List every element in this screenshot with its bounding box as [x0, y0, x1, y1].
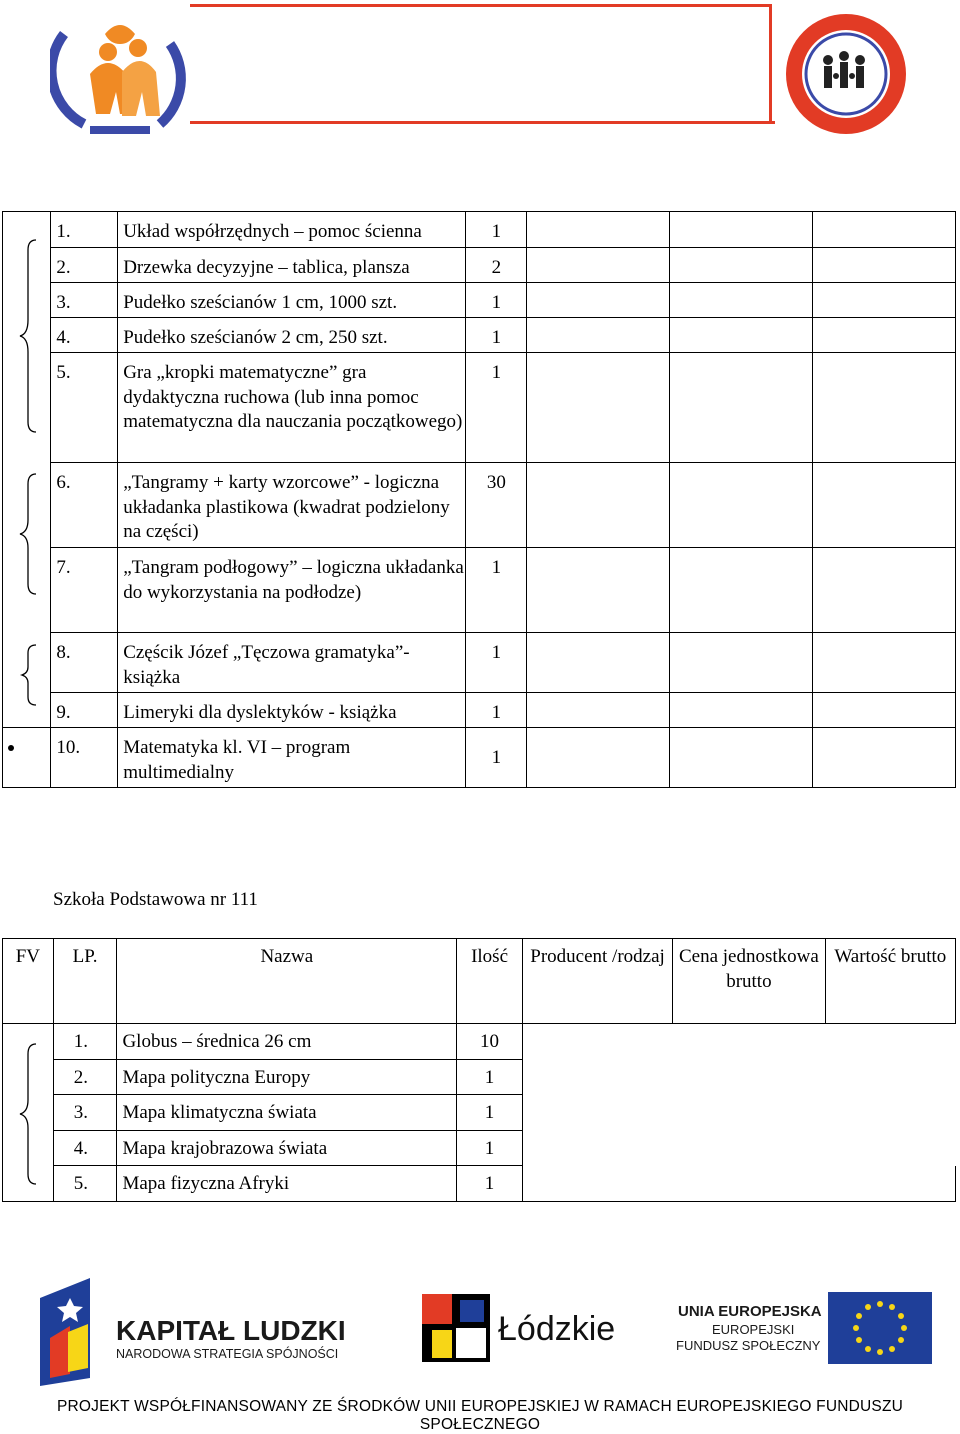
table-cell-lp: 5.	[51, 353, 118, 463]
table-cell-qty: 30	[466, 463, 527, 548]
lodzkie-text: Łódzkie	[498, 1310, 616, 1348]
header-unit-price: Cena jednostkowa brutto	[673, 939, 825, 1024]
brace-column	[3, 1024, 54, 1202]
table-cell-qty: 1	[457, 1059, 523, 1095]
table-row	[3, 248, 956, 283]
table-cell-qty: 1	[466, 212, 527, 248]
table-cell-name: „Tangram podłogowy” – logiczna układanka do wykorzystania na podłodze)	[118, 548, 466, 633]
table-cell-name: Częścik Józef „Tęczowa gramatyka”- książka	[118, 633, 466, 693]
table-cell-name: Mapa polityczna Europy	[117, 1059, 457, 1095]
table-cell-lp: 2.	[51, 248, 118, 283]
table-cell-lp: 1.	[53, 1024, 117, 1060]
table-cell-name: Globus – średnica 26 cm	[117, 1024, 457, 1060]
table-cell-lp: 7.	[51, 548, 118, 633]
table-cell-lp: 6.	[51, 463, 118, 548]
table-cell-lp: 5.	[53, 1166, 117, 1202]
equipment-table-2	[2, 938, 956, 1202]
table-row	[3, 693, 956, 728]
table-cell-qty: 1	[466, 548, 527, 633]
table-cell-lp: 10.	[51, 728, 118, 788]
table-cell-lp: 2.	[53, 1059, 117, 1095]
table-row	[3, 212, 956, 248]
header-lp: LP.	[53, 939, 117, 1024]
eu-line2: EUROPEJSKI	[712, 1322, 795, 1337]
table-cell-name: Matematyka kl. VI – program multimedialny	[118, 728, 466, 788]
table-cell-name: Mapa fizyczna Afryki	[117, 1166, 457, 1202]
table-cell-lp: 4.	[53, 1130, 117, 1166]
header-rule	[190, 121, 775, 124]
table-row	[3, 1059, 956, 1095]
table-cell-name: Drzewka decyzyjne – tablica, plansza	[118, 248, 466, 283]
table-cell-qty: 10	[457, 1024, 523, 1060]
table-header-row	[3, 939, 956, 1024]
header-line: Projekt „Szkolna Akademia Innowacji i Odpowiedzialności”	[280, 11, 682, 28]
table-cell-qty: 1	[457, 1095, 523, 1131]
table-cell-qty: 1	[466, 283, 527, 318]
table-row	[3, 1166, 956, 1202]
table-cell-lp: 8.	[51, 633, 118, 693]
table-row	[3, 728, 956, 788]
table-cell-name: Gra „kropki matematyczne” gra dydaktyczna ruchowa (lub inna pomoc matematyczna dla nauczania początkowego)	[118, 353, 466, 463]
table-row	[3, 1095, 956, 1131]
eu-line3: FUNDUSZ SPOŁECZNY	[676, 1338, 821, 1353]
table-cell-lp: 4.	[51, 318, 118, 353]
table-cell-qty: 1	[466, 353, 527, 463]
kapital-title: KAPITAŁ LUDZKI	[116, 1315, 346, 1346]
header-line: realizowany jest przez Centrum Służby Rodzinie w Łodzi	[286, 30, 676, 48]
table-cell-lp: 1.	[51, 212, 118, 248]
table-cell-qty: 2	[466, 248, 527, 283]
brace-column	[3, 728, 51, 788]
header-line: Tel./faks 42 682-22-03, 42 682-55-12, 42 682-44-66	[303, 69, 659, 87]
table-cell-qty: 1	[466, 318, 527, 353]
table-cell-lp: 3.	[53, 1095, 117, 1131]
kapital-subtitle: NARODOWA STRATEGIA SPÓJNOŚCI	[116, 1347, 339, 1361]
table-cell-qty: 1	[466, 633, 527, 693]
table-row	[3, 633, 956, 693]
lodzkie-logo	[418, 1290, 618, 1366]
header-line: 93-162 Łódź, ul. Broniewskiego 1a,	[359, 50, 603, 67]
table-row	[3, 548, 956, 633]
akademia-logo	[50, 4, 190, 138]
brace-column	[3, 212, 51, 728]
eu-line1: UNIA EUROPEJSKA	[678, 1303, 822, 1320]
table-cell-name: Układ współrzędnych – pomoc ścienna	[118, 212, 466, 248]
kapital-ludzki-logo	[30, 1278, 350, 1386]
equipment-table-1	[2, 211, 956, 788]
table-cell-qty: 1	[457, 1166, 523, 1202]
eu-efs-logo	[672, 1290, 934, 1366]
table-row	[3, 1130, 956, 1166]
header-value: Wartość brutto	[825, 939, 955, 1024]
table-cell-name: Mapa krajobrazowa świata	[117, 1130, 457, 1166]
header-text	[190, 10, 772, 108]
table-cell-qty: 1	[466, 693, 527, 728]
header-line: www.csr.org.pl/akademia, e-mail: akademia@csr.org.pl	[292, 89, 670, 106]
table-cell-name: „Tangramy + karty wzorcowe” - logiczna układanka plastikowa (kwadrat podzielony na części)	[118, 463, 466, 548]
table-row	[3, 463, 956, 548]
table-cell-lp: 9.	[51, 693, 118, 728]
table-cell-name: Pudełko sześcianów 1 cm, 1000 szt.	[118, 283, 466, 318]
header-name: Nazwa	[117, 939, 457, 1024]
table-cell-qty: 1	[466, 728, 527, 788]
table-row	[3, 1024, 956, 1060]
table-cell-lp: 3.	[51, 283, 118, 318]
csr-logo	[772, 10, 920, 138]
table-row	[3, 318, 956, 353]
table-cell-name: Limeryki dla dyslektyków - książka	[118, 693, 466, 728]
table-row	[3, 283, 956, 318]
table-cell-name: Pudełko sześcianów 2 cm, 250 szt.	[118, 318, 466, 353]
table-row	[3, 353, 956, 463]
school-title: Szkoła Podstawowa nr 111	[53, 889, 258, 910]
header-producer: Producent /rodzaj	[522, 939, 672, 1024]
table-cell-qty: 1	[457, 1130, 523, 1166]
table-cell-name: Mapa klimatyczna świata	[117, 1095, 457, 1131]
cofinance-statement: PROJEKT WSPÓŁFINANSOWANY ZE ŚRODKÓW UNII EUROPEJSKIEJ W RAMACH EUROPEJSKIEGO FUNDUSZU SPOŁECZNEGO	[56, 1398, 904, 1433]
header-qty: Ilość	[457, 939, 523, 1024]
header-fv: FV	[3, 939, 54, 1024]
